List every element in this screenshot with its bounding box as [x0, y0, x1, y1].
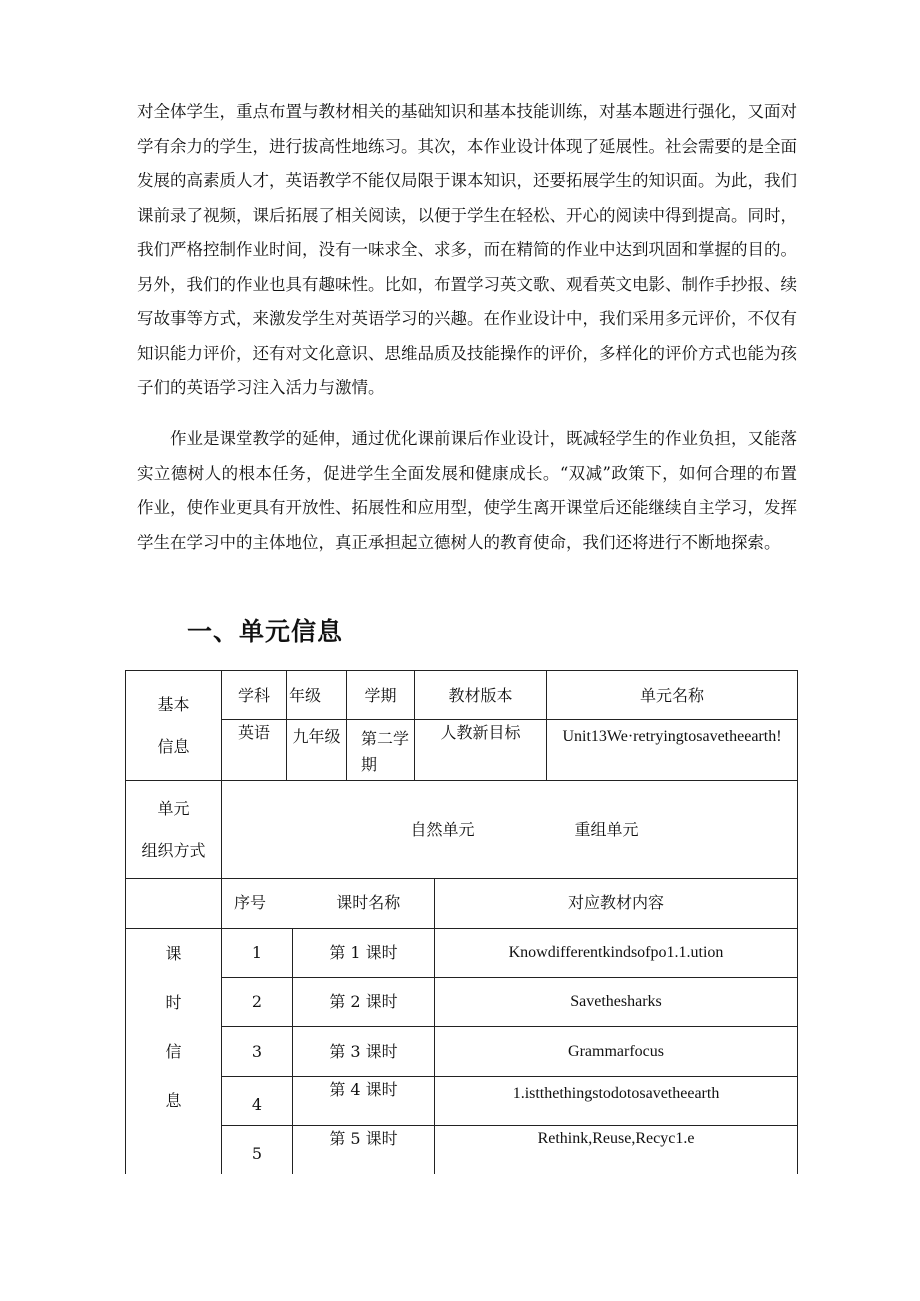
- lesson-4-name: 第 4 课时: [292, 1076, 435, 1126]
- value-textbook: 人教新目标: [414, 719, 547, 781]
- value-term-line-2: 期: [361, 755, 378, 774]
- lesson-2-content: Savethesharks: [434, 977, 798, 1027]
- header-content: 对应教材内容: [434, 878, 798, 929]
- lesson-3-name: 第 3 课时: [292, 1026, 435, 1077]
- lesson-3-index: 3: [221, 1026, 293, 1077]
- lesson-2-name: 第 2 课时: [292, 977, 435, 1027]
- lesson-header-index-name: [221, 878, 435, 929]
- value-term-line-1: 第二学: [361, 729, 410, 748]
- lesson-label-char-1: 课: [165, 944, 182, 963]
- lesson-5-content: Rethink,Reuse,Recyc1.e: [434, 1125, 798, 1174]
- lesson-1-content: Knowdifferentkindsofpo1.1.ution: [434, 928, 798, 978]
- lesson-label-char-2: 时: [165, 993, 182, 1012]
- body-paragraph-2: 作业是课堂教学的延伸，通过优化课前课后作业设计，既减轻学生的作业负担，又能落实立德树人的根本任务，促进学生全面发展和健康成长。“双减”政策下，如何合理的布置作业，使作业更具有开放性、拓展性和应用型，使学生离开课堂后还能继续自主学习，发挥学生在学习中的主体地位，真正承担起立德树人的教育使命，我们还将进行不断地探索。: [137, 429, 797, 552]
- lesson-1-name: 第 1 课时: [292, 928, 435, 978]
- organization-label-line-1: 单元: [157, 798, 190, 818]
- organization-label-line-2: 组织方式: [141, 840, 206, 860]
- lesson-5-index: 5: [221, 1125, 293, 1174]
- lesson-2-index: 2: [221, 977, 293, 1027]
- header-index: 序号: [234, 893, 267, 912]
- organization-label: [125, 780, 222, 879]
- basic-info-label: [125, 670, 222, 781]
- header-unit-name: 单元名称: [546, 670, 798, 720]
- option-regrouped-unit: 重组单元: [574, 819, 639, 839]
- value-grade: 九年级: [286, 719, 347, 781]
- lesson-label-char-3: 信: [165, 1042, 182, 1061]
- lesson-info-label: [125, 928, 222, 1174]
- basic-info-label-line-1: 基本: [157, 694, 190, 714]
- option-natural-unit: 自然单元: [410, 819, 475, 839]
- organization-options: [221, 780, 798, 879]
- value-subject: 英语: [221, 719, 287, 781]
- header-term: 学期: [346, 670, 415, 720]
- body-paragraph-1: 对全体学生，重点布置与教材相关的基础知识和基本技能训练，对基本题进行强化，又面对学有余力的学生，进行拔高性地练习。其次，本作业设计体现了延展性。社会需要的是全面发展的高素质人才，英语教学不能仅局限于课本知识，还要拓展学生的知识面。为此，我们课前录了视频，课后拓展了相关阅读，以便于学生在轻松、开心的阅读中得到提高。同时，我们严格控制作业时间，没有一味求全、求多，而在精简的作业中达到巩固和掌握的目的。另外，我们的作业也具有趣味性。比如，布置学习英文歌、观看英文电影、制作手抄报、续写故事等方式，来激发学生对英语学习的兴趣。在作业设计中，我们采用多元评价，不仅有知识能力评价，还有对文化意识、思维品质及技能操作的评价，多样化的评价方式也能为孩子们的英语学习注入活力与激情。: [137, 102, 797, 397]
- lesson-4-content: 1.istthethingstodotosavetheearth: [434, 1076, 798, 1126]
- header-subject: 学科: [221, 670, 287, 720]
- lesson-5-name: 第 5 课时: [292, 1125, 435, 1174]
- header-lesson-name: 课时名称: [336, 893, 401, 912]
- lesson-3-content: Grammarfocus: [434, 1026, 798, 1077]
- value-unit-name: Unit13We·retryingtosavetheearth!: [546, 719, 798, 781]
- section-title: 一、单元信息: [187, 617, 344, 646]
- header-textbook: 教材版本: [414, 670, 547, 720]
- lesson-header-blank: [125, 878, 222, 929]
- lesson-label-char-4: 息: [165, 1091, 182, 1110]
- lesson-4-index: 4: [221, 1076, 293, 1126]
- value-term: [346, 719, 415, 781]
- lesson-1-index: 1: [221, 928, 293, 978]
- header-grade: 年级: [286, 670, 347, 720]
- basic-info-label-line-2: 信息: [157, 736, 190, 756]
